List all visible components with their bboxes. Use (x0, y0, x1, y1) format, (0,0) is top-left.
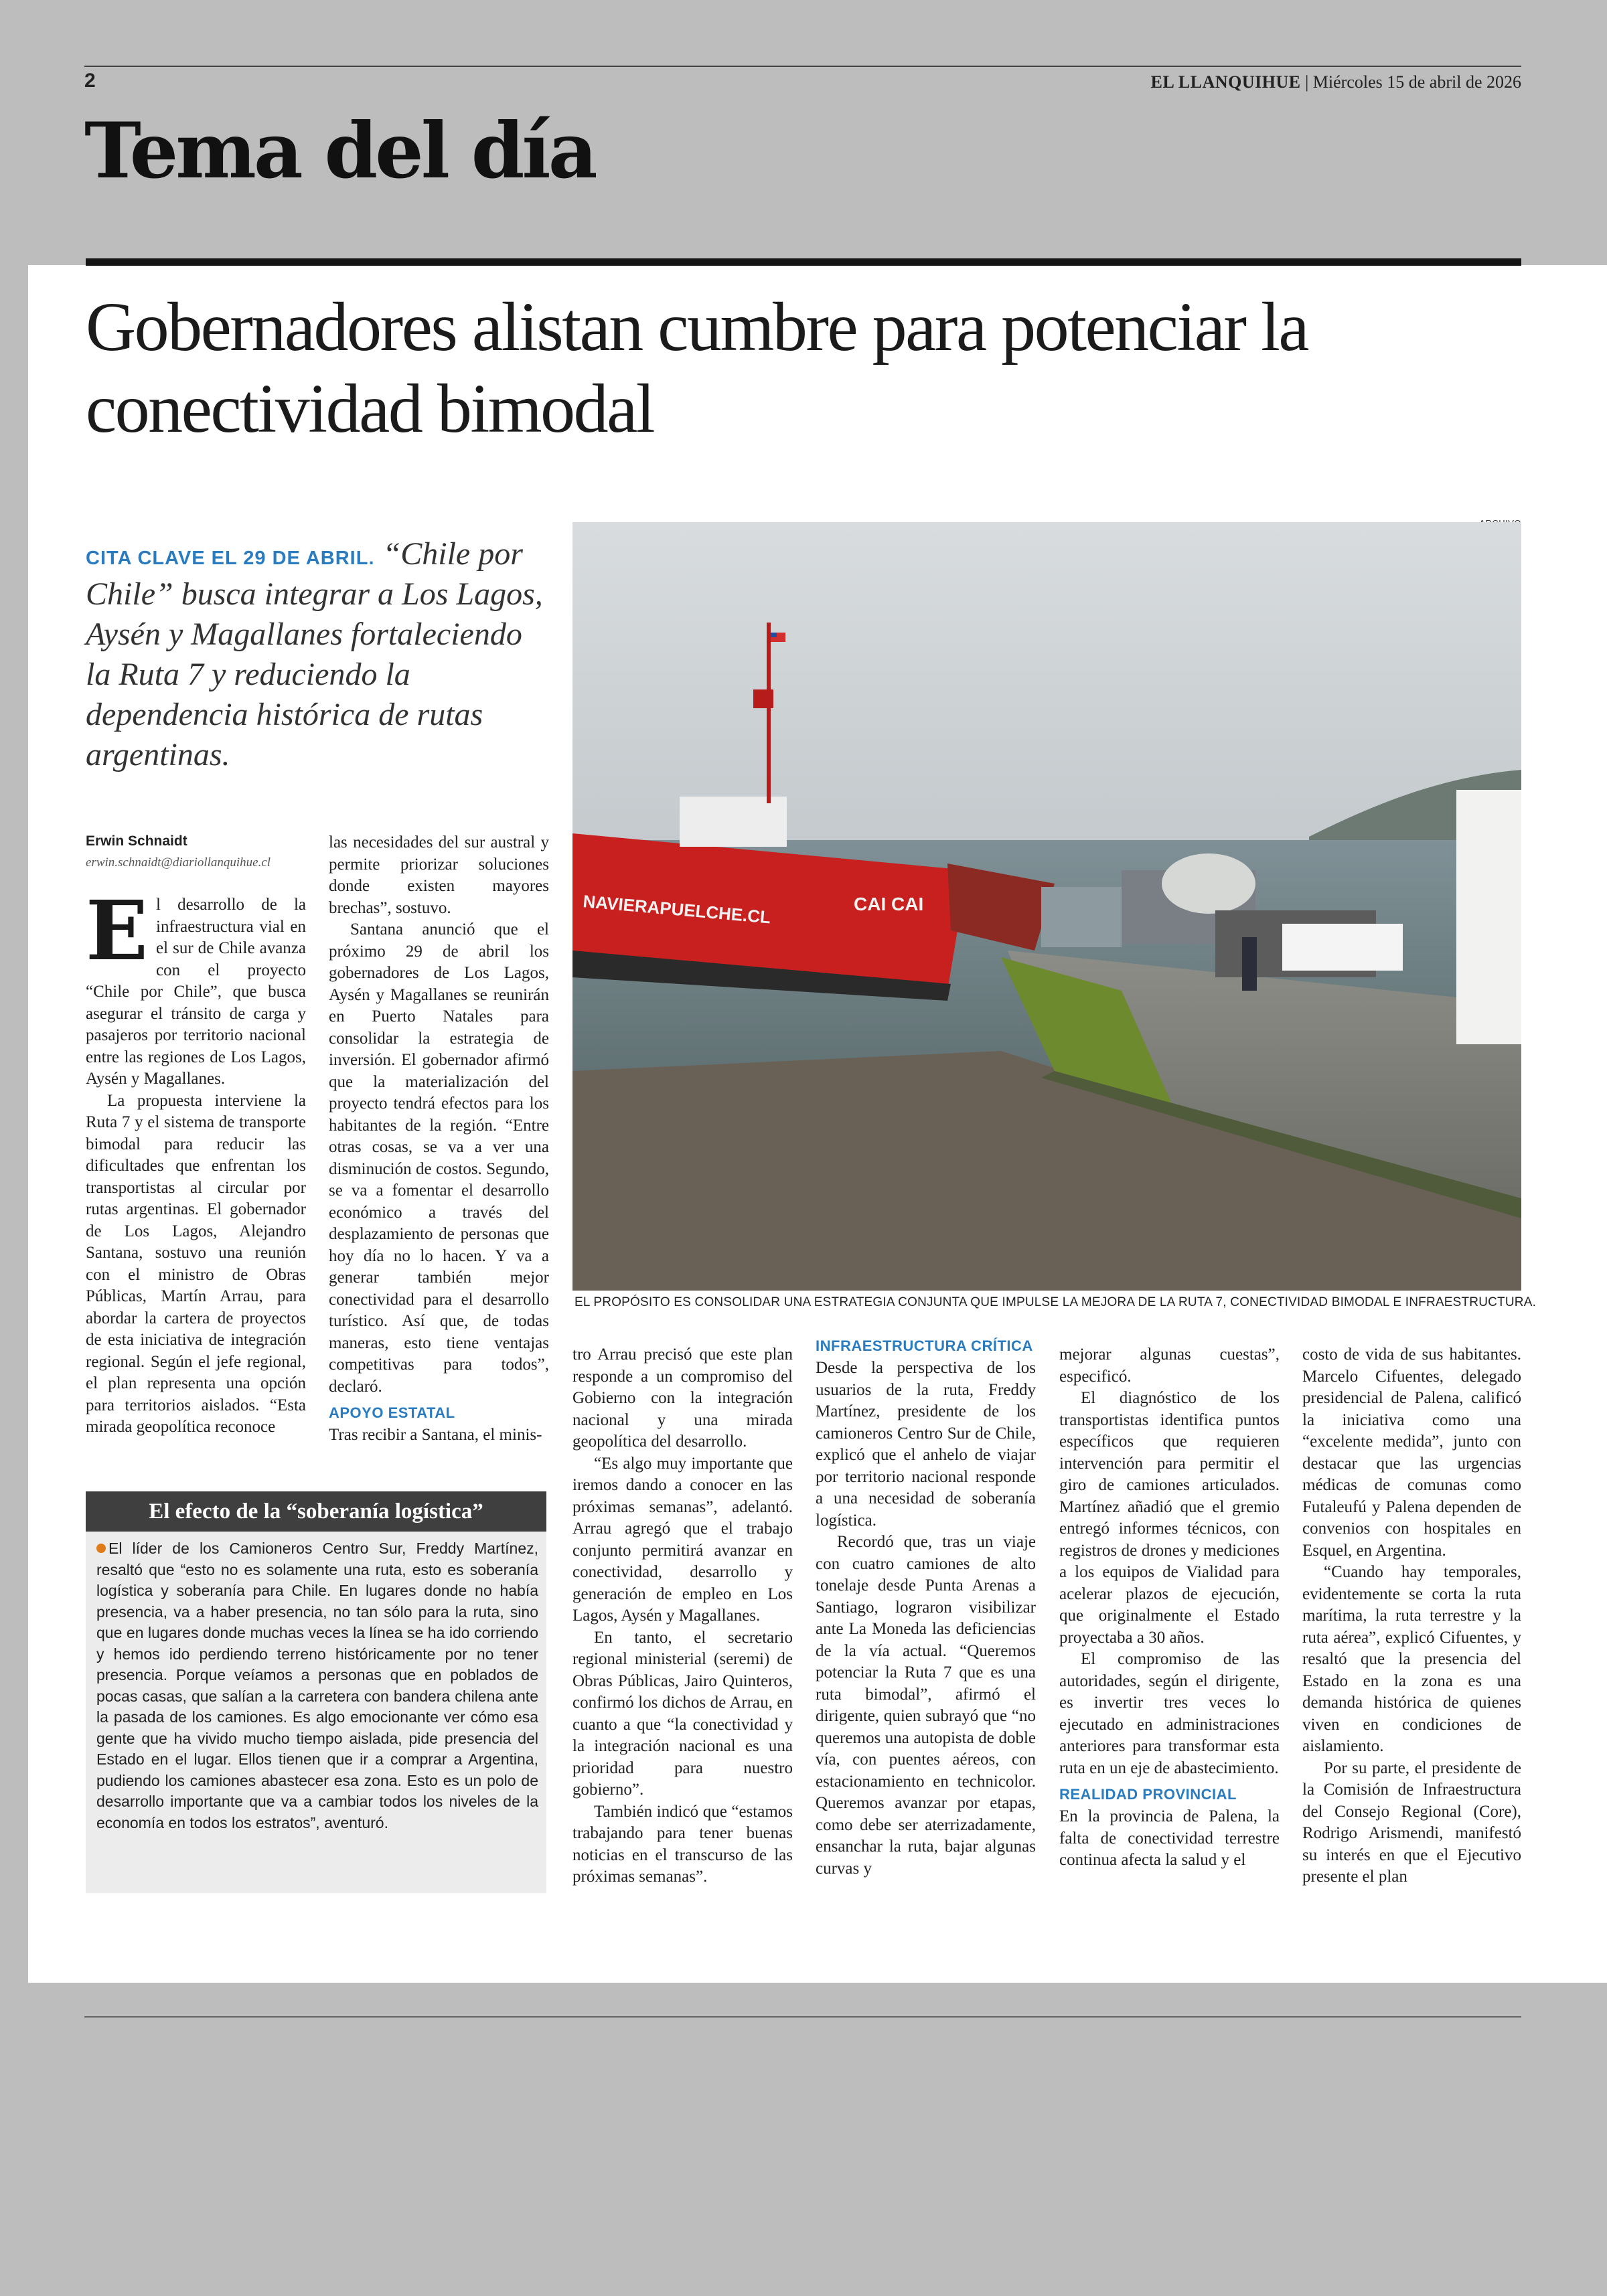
col2-paragraph-3: Tras recibir a Santana, el minis- (329, 1426, 542, 1444)
column-4 (816, 1337, 1036, 1880)
col3-paragraph-2: “Es algo muy importante que iremos dando a conocer en las próximas semanas”, adelantó. Arrau agregó que el trabajo conjunto permitirá avanzar en conectividad, desarrollo y generación de empleo en Los Lagos, Aysén y Magallanes. (572, 1454, 793, 1625)
col1-paragraph-2: La propuesta interviene la Ruta 7 y el sistema de transporte bimodal para reducir las dificultades que enfrentan los transportistas al circular por rutas argentinas. El gobernador de Los Lagos, Alejandro Santana, sostuvo una reunión con el ministro de Obras Públicas, Martín Arrau, para abordar la cartera de proyectos de esta iniciativa de integración regional. Según el jefe regional, el plan representa una opción para territorios aislados. “Esta mirada geopolítica reconoce (86, 1091, 306, 1436)
col5-paragraph-3: El compromiso de las autoridades, según el dirigente, es invertir tres veces lo ejecutado en administraciones anteriores para transformar esta ruta en un eje de abastecimiento. (1059, 1650, 1280, 1777)
col3-paragraph-1: tro Arrau precisó que este plan responde a un compromiso del Gobierno con la integración nacional y una mirada geopolítica del desarrollo. (572, 1345, 793, 1451)
ferry-tower (753, 689, 773, 708)
subhead-realidad-provincial: REALIDAD PROVINCIAL (1059, 1786, 1237, 1803)
sky (572, 522, 1521, 843)
sidebar-box-body: El líder de los Camioneros Centro Sur, Freddy Martínez, resaltó que “esto no es solamente una ruta, esto es soberanía logística y soberanía para Chile. En lugares donde no había presencia, va a haber presencia, no tan sólo para la ruta, sino que en lugares donde muchas veces la línea se ha ido corriendo y hemos ido perdiendo terreno históricamente por no tener presencia. Porque veíamos a personas que en poblados de pocas casas, que salían a la carretera con bandera chilena ante la pasada de los camiones. Es algo emocionante ver cómo esa gente que ha vivido mucho tiempo aislada, pide presencia del Estado en el lugar. Ellos tienen que ir a comprar a Argentina, pudiendo los camiones abastecer esa zona. Esto es un polo de desarrollo importante que va a cambiar todos los niveles de la economía en todos los estratos”, aventuró. (96, 1540, 538, 1831)
col5-paragraph-2: El diagnóstico de los transportistas identifica puntos específicos que requieren intervención para permitir el giro de camiones articulados. Martínez añadió que el gremio entregó informes técnicos, con registros de drones y mediciones a los equipos de Vialidad para acelerar plazos de ejecución, que originalmente el Estado proyectaba a 30 años. (1059, 1389, 1280, 1647)
col2-paragraph-2: Santana anunció que el próximo 29 de abril los gobernadores de Los Lagos, Aysén y Magallanes se reunirán en Puerto Natales para consolidar la estrategia de inversión. El gobernador afirmó que la materialización del proyecto tendrá efectos para los habitantes de la región. “Entre otras cosas, se va a ver una disminución de costos. Segundo, se va a fomentar el desarrollo económico a través del desplazamiento de personas que hoy día no lo hacen. Y va a generar también mejor conectividad para el desarrollo turístico. Así que, de todas maneras, esto tiene ventajas competitivas para todos”, declaró. (329, 920, 549, 1396)
paper-name: EL LLANQUIHUE (1150, 72, 1301, 92)
column-5 (1059, 1344, 1280, 1872)
col5-paragraph-1: mejorar algunas cuestas”, especificó. (1059, 1345, 1280, 1386)
ferry-hull-text: NAVIERAPUELCHE.CL (582, 891, 772, 928)
top-rule (84, 66, 1521, 67)
ferry-photo-illustration (572, 522, 1521, 1291)
white-truck (1456, 790, 1521, 1044)
col6-paragraph-2: “Cuando hay temporales, evidentemente se corta la ruta marítima, la ruta terrestre y la ruta aérea”, explicó Cifuentes, y resaltó que la presencia del Estado en la zona es una demanda histórica de quienes viven en condiciones de aislamiento. (1302, 1563, 1521, 1755)
col3-paragraph-4: También indicó que “estamos trabajando para tener buenas noticias en el transcurso de las próximas semanas”. (572, 1802, 793, 1886)
pickup-truck (1282, 924, 1403, 971)
section-title: Tema del día (84, 106, 595, 195)
bottom-rule (84, 2016, 1521, 2018)
column-6 (1302, 1344, 1521, 1888)
page-number: 2 (84, 70, 96, 92)
subhead-infraestructura: INFRAESTRUCTURA CRÍTICA (816, 1337, 1033, 1354)
col1-paragraph-1: El desarrollo de la infraestructura vial en el sur de Chile avanza con el proyecto “Chile por Chile”, que busca asegurar el tránsito de carga y pasajeros por territorio nacional entre las regiones de Los Lagos, Aysén y Magallanes. (86, 882, 306, 1088)
col2-paragraph-1: las necesidades del sur austral y permite priorizar soluciones donde existen mayores brechas”, sostuvo. (329, 833, 549, 917)
col6-paragraph-3: Por su parte, el presidente de la Comisión de Infraestructura del Consejo Regional (Core), Rodrigo Arismendi, manifestó su interés en que el Ejecutivo presente el plan (1302, 1758, 1521, 1886)
deck-kicker: CITA CLAVE EL 29 DE ABRIL. (86, 548, 375, 569)
column-2 (329, 832, 549, 1447)
col6-paragraph-1: costo de vida de sus habitantes. Marcelo Cifuentes, delegado presidencial de Palena, calificó la iniciativa como una “excelente medida”, junto con destacar que las urgencias médicas de comunas como Futaleufú y Palena dependen de convenios con hospitales en Esquel, en Argentina. (1302, 1345, 1521, 1560)
deck (86, 534, 554, 775)
author-email[interactable]: erwin.schnaidt@diariollanquihue.cl (86, 855, 271, 870)
ferry-bridge (680, 797, 787, 847)
cargo-trailer (1041, 887, 1122, 947)
col4-paragraph-1: Desde la perspectiva de los usuarios de la ruta, Freddy Martínez, presidente de los camioneros Centro Sur de Chile, explicó que el anhelo de viajar por territorio nacional responde a una necesidad de soberanía logística. (816, 1359, 1036, 1530)
issue-date: | Miércoles 15 de abril de 2026 (1305, 72, 1521, 92)
ferry-mast (767, 623, 771, 803)
col3-paragraph-3: En tanto, el secretario regional ministerial (seremi) de Obras Públicas, Jairo Quinteros, confirmó los dichos de Arrau, en cuanto a que “la conectividad y la integración nacional es una prioridad para nuestro gobierno”. (572, 1628, 793, 1799)
bullet-icon (96, 1544, 106, 1553)
author: Erwin Schnaidt (86, 833, 187, 849)
column-3 (572, 1344, 793, 1888)
headline: Gobernadores alistan cumbre para potenciar la conectividad bimodal (86, 289, 1308, 447)
mixer-drum (1162, 853, 1255, 914)
sidebar-box-title: El efecto de la “soberanía logística” (86, 1491, 546, 1532)
ferry-photo (572, 522, 1521, 1291)
col5-paragraph-4: En la provincia de Palena, la falta de conectividad terrestre continua afecta la salud y el (1059, 1807, 1280, 1869)
deck-text: “Chile por Chile” busca integrar a Los Lagos, Aysén y Magallanes fortaleciendo la Ruta 7 y reduciendo la dependencia histórica de rutas argentinas. (86, 536, 543, 772)
col4-paragraph-2: Recordó que, tras un viaje con cuatro camiones de alto tonelaje desde Punta Arenas a Santiago, lograron visibilizar ante La Moneda las deficiencias de la vía actual. “Queremos potenciar la Ruta 7 que es una ruta bimodal”, afirmó el dirigente, quien subrayó que “no queremos una autopista de doble vía, con puentes aéreos, con estacionamiento en technicolor. Queremos avanzar por etapas, como debe ser aterrizadamente, ensanchar la ruta, bajar algunas curvas y (816, 1533, 1036, 1878)
photo-caption: EL PROPÓSITO ES CONSOLIDAR UNA ESTRATEGIA CONJUNTA QUE IMPULSE LA MEJORA DE LA RUTA 7, CONECTIVIDAD BIMODAL E INFRAESTRUCTURA. (575, 1295, 1537, 1309)
sidebar-box-text (96, 1538, 538, 1833)
column-1 (86, 882, 306, 1439)
subhead-apoyo-estatal: APOYO ESTATAL (329, 1404, 455, 1421)
masthead (1151, 72, 1521, 92)
pedestrian (1242, 937, 1257, 991)
headline-bar (86, 258, 1521, 266)
ferry-name: CAI CAI (854, 894, 924, 914)
